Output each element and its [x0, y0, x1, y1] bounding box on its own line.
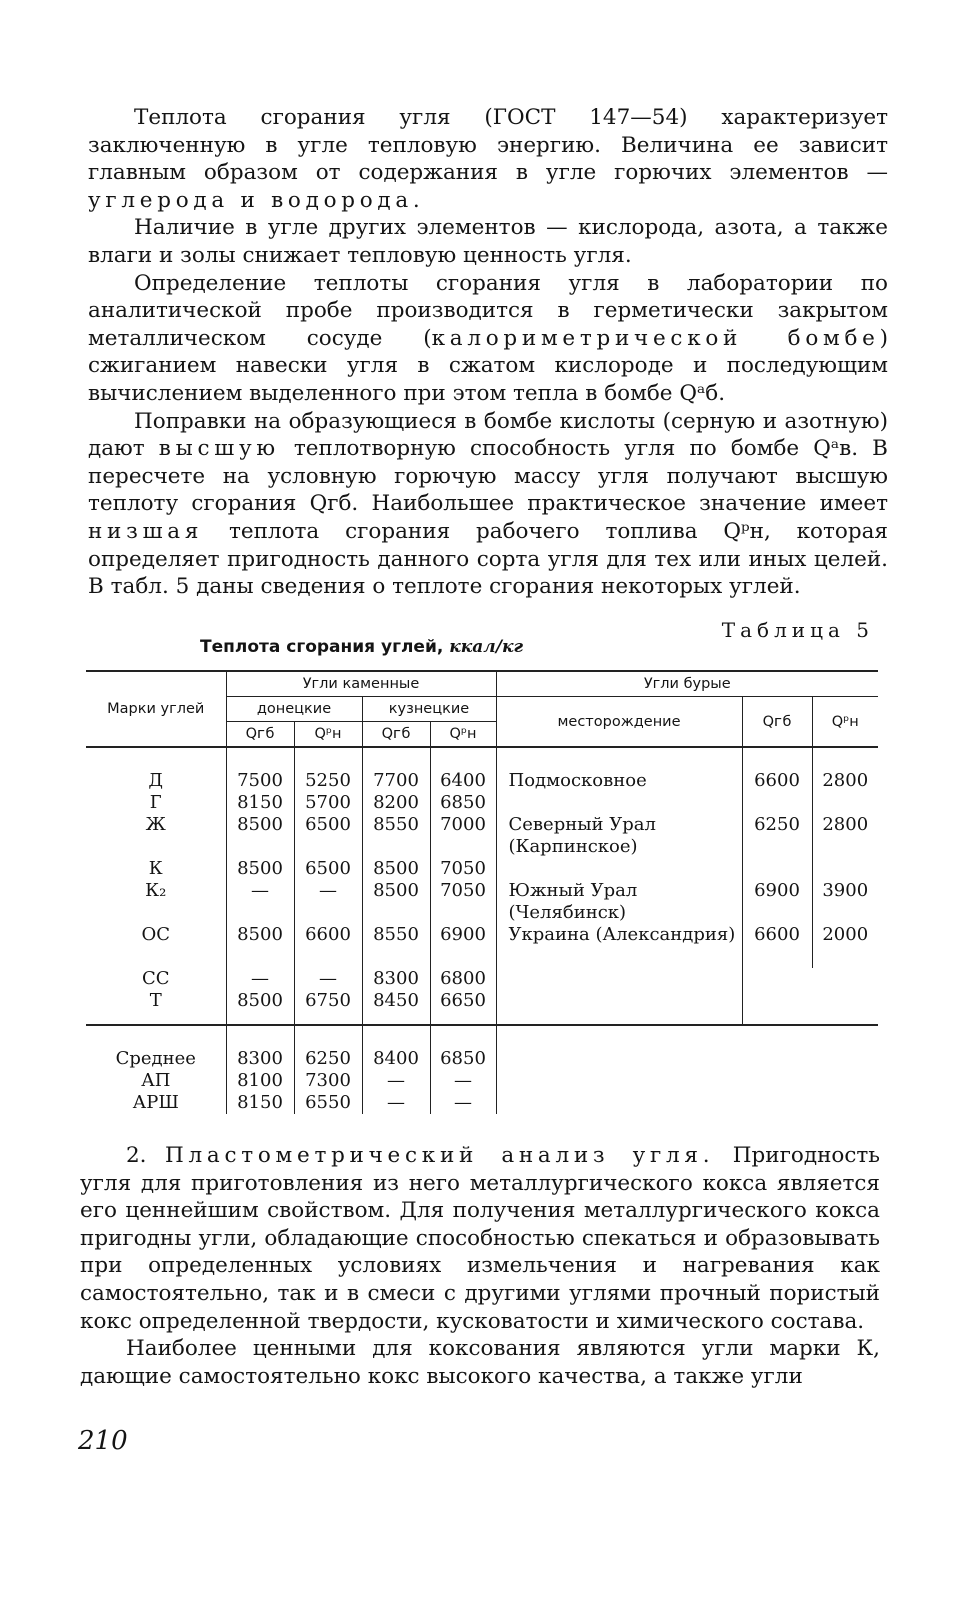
paragraph-corrections: Поправки на образующиеся в бомбе кислоты (серную и азотную) дают высшую теплотворную способность угля по бомбе Qᵃв. В пересчете на условную горючую массу угля получают высшую теплоту сгорания Qᴦб. Наибольшее практическое значение имеет низшая теплота сгорания рабочего топлива Qᵖн, которая определяет пригодность данного сорта угля для тех или иных целей. В табл. 5 даны сведения о теплоте сгорания некоторых углей.: [88, 408, 888, 600]
header-q-pn-kuznetsk: Qᵖн: [430, 722, 496, 748]
table-row: АП 8100 7300 — —: [86, 1070, 878, 1092]
section-heading: Пластометрический анализ угля.: [165, 1143, 715, 1168]
heat-of-combustion-table: [86, 670, 878, 1114]
paragraph-heat-of-combustion: Теплота сгорания угля (ГОСТ 147—54) характеризует заключенную в угле тепловую энергию. Величина ее зависит главным образом от содержания в угле горючих элементов — углерода и водорода.: [88, 105, 888, 213]
spaced-term: углерода и водорода: [88, 187, 413, 213]
header-q-gb-donetsk: Qᴦб: [226, 722, 294, 748]
table-row: Т 8500 6750 8450 6650: [86, 990, 878, 1025]
section-plastometric: [80, 1142, 880, 1390]
header-grade: Марки углей: [86, 671, 226, 747]
spaced-term: калориметрической бомбе: [431, 325, 880, 351]
header-hard-coal: Угли каменные: [226, 671, 496, 697]
paragraph-plastometric: 2. Пластометрический анализ угля. Пригодность угля для приготовления из него металлургического кокса является его ценнейшим свойством. Для получения металлургического кокса пригодны угли, обладающие способностью спекаться и образовывать при определенных условиях измельчения и нагревания как самостоятельно, так и в смеси с другими углями прочный пористый кокс определенной твердости, кусковатости и химического состава.: [80, 1143, 880, 1334]
table-row: К 8500 6500 8500 7050: [86, 858, 878, 880]
table-row: ОС 8500 6600 8550 6900 Украина (Александрия) 6600 2000: [86, 924, 878, 968]
table-row: Г 8150 5700 8200 6850: [86, 792, 878, 814]
header-kuznetsk: кузнецкие: [362, 697, 496, 722]
header-deposit: месторождение: [496, 697, 742, 748]
header-q-pn-brown: Qᵖн: [812, 697, 878, 748]
table-title: Теплота сгорания углей, ккал/кг: [200, 637, 524, 657]
table-number: Таблица 5: [721, 618, 874, 642]
paragraph-other-elements: Наличие в угле других элементов — кислорода, азота, а также влаги и золы снижает тепловую ценность угля.: [88, 215, 888, 268]
header-donetsk: донецкие: [226, 697, 362, 722]
spaced-term: низшая: [88, 518, 204, 544]
table-row: Ж 8500 6500 8550 7000 Северный Урал (Карпинское) 6250 2800: [86, 814, 878, 858]
header-q-gb-brown: Qᴦб: [742, 697, 812, 748]
header-q-gb-kuznetsk: Qᴦб: [362, 722, 430, 748]
header-q-pn-donetsk: Qᵖн: [294, 722, 362, 748]
table-row: Среднее 8300 6250 8400 6850: [86, 1025, 878, 1070]
paragraph-coking: Наиболее ценными для коксования являются угли марки К, дающие самостоятельно кокс высокого качества, а также угли: [80, 1336, 880, 1389]
table-row: Д 7500 5250 7700 6400 Подмосковное 6600 2800: [86, 747, 878, 792]
table-row: СС — — 8300 6800: [86, 968, 878, 990]
header-brown-coal: Угли бурые: [496, 671, 878, 697]
body-text: [88, 104, 888, 601]
table-row: АРШ 8150 6550 — —: [86, 1092, 878, 1114]
spaced-term: высшую: [158, 436, 280, 462]
page-number: 210: [78, 1426, 128, 1456]
table-row: К₂ — — 8500 7050 Южный Урал (Челябинск) 6900 3900: [86, 880, 878, 924]
paragraph-lab-determination: Определение теплоты сгорания угля в лаборатории по аналитической пробе производится в герметически закрытом металлическом сосуде (калориметрической бомбе) сжиганием навески угля в сжатом кислороде и последующим вычислением выделенного при этом тепла в бомбе Qᵃб.: [88, 270, 888, 406]
